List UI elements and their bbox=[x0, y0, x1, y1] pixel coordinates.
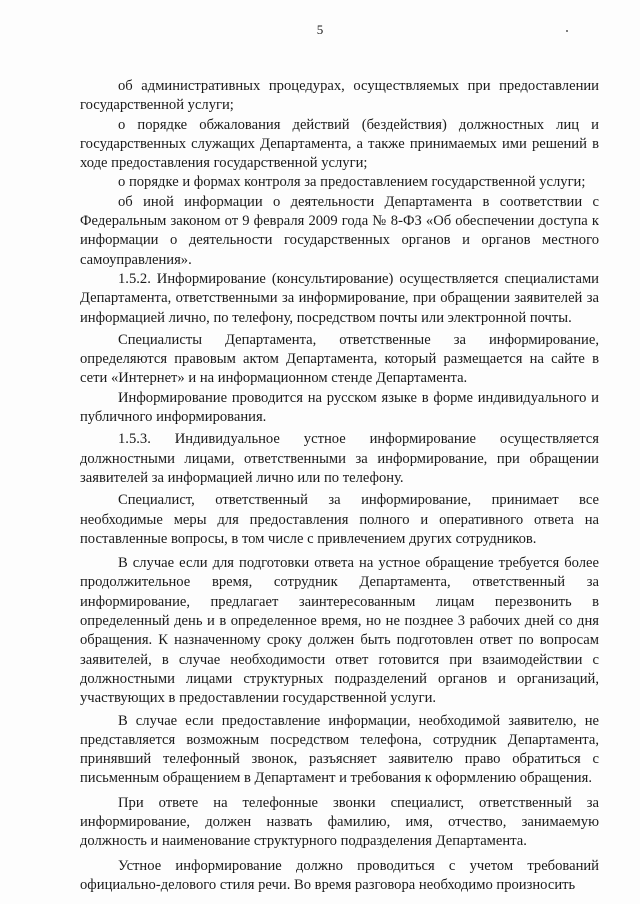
scan-speck bbox=[566, 30, 568, 32]
paragraph-appeal-procedure: о порядке обжалования действий (бездействия) должностных лиц и государственных служащих Департамента, а также принимаемых ими решений в ходе предоставления государственной услуги; bbox=[80, 116, 599, 172]
paragraph-other-information: об иной информации о деятельности Департамента в соответствии с Федеральным законом от 9 февраля 2009 года № 8-ФЗ «Об обеспечении доступа к информации о деятельности государственных органов и органов местного самоуправления». bbox=[80, 193, 599, 268]
paragraph-clause-1-5-2: 1.5.2. Информирование (консультирование) осуществляется специалистами Департамента, ответственными за информирование, при обращении заявителей за информацией лично, по телефону, посредством почты или электронной почты. bbox=[80, 270, 599, 326]
document-body bbox=[80, 77, 599, 895]
paragraph-clause-1-5-3: 1.5.3. Индивидуальное устное информирование осуществляется должностными лицами, ответственными за информирование, при обращении заявителей за информацией лично или по телефону. bbox=[80, 431, 599, 486]
paragraph-callback: В случае если для подготовки ответа на устное обращение требуется более продолжительное время, сотрудник Департамента, ответственный за информирование, предлагает заинтересованным лицам перезвонить в определенный день и в определенное время, но не позднее 3 рабочих дней со дня обращения. К назначенному сроку должен быть подготовлен ответ по вопросам заявителей, в случае необходимости ответ готовится при взаимодействии с должностными лицами структурных подразделений органов и организаций, участвующих в предоставлении государственной услуги. bbox=[80, 555, 599, 707]
paragraph-phone-calls: При ответе на телефонные звонки специалист, ответственный за информирование, должен назвать фамилию, имя, отчество, занимаемую должность и наименование структурного подразделения Департамента. bbox=[80, 794, 599, 850]
paragraph-admin-procedures: об административных процедурах, осуществляемых при предоставлении государственной услуги; bbox=[80, 78, 599, 114]
paragraph-specialists: Специалисты Департамента, ответственные за информирование, определяются правовым актом Департамента, который размещается на сайте в сети «Интернет» и на информационном стенде Департамента. bbox=[80, 331, 599, 387]
paragraph-written-appeal: В случае если предоставление информации, необходимой заявителю, не представляется возможным посредством телефона, сотрудник Департамента, принявший телефонный звонок, разъясняет заявителю право обратиться с письменным обращением в Департамент и требования к оформлению обращения. bbox=[80, 712, 599, 787]
page-number: 5 bbox=[316, 22, 324, 37]
paragraph-specialist-measures: Специалист, ответственный за информирование, принимает все необходимые меры для предоставления полного и оперативного ответа на поставленные вопросы, в том числе с привлечением других сотрудников. bbox=[80, 492, 599, 547]
paragraph-control-procedure: о порядке и формах контроля за предоставлением государственной услуги; bbox=[118, 174, 586, 191]
paragraph-oral-style: Устное информирование должно проводиться с учетом требований официально-делового стиля речи. Во время разговора необходимо произносить bbox=[80, 857, 599, 893]
paragraph-language: Информирование проводится на русском языке в форме индивидуального и публичного информирования. bbox=[80, 389, 599, 426]
